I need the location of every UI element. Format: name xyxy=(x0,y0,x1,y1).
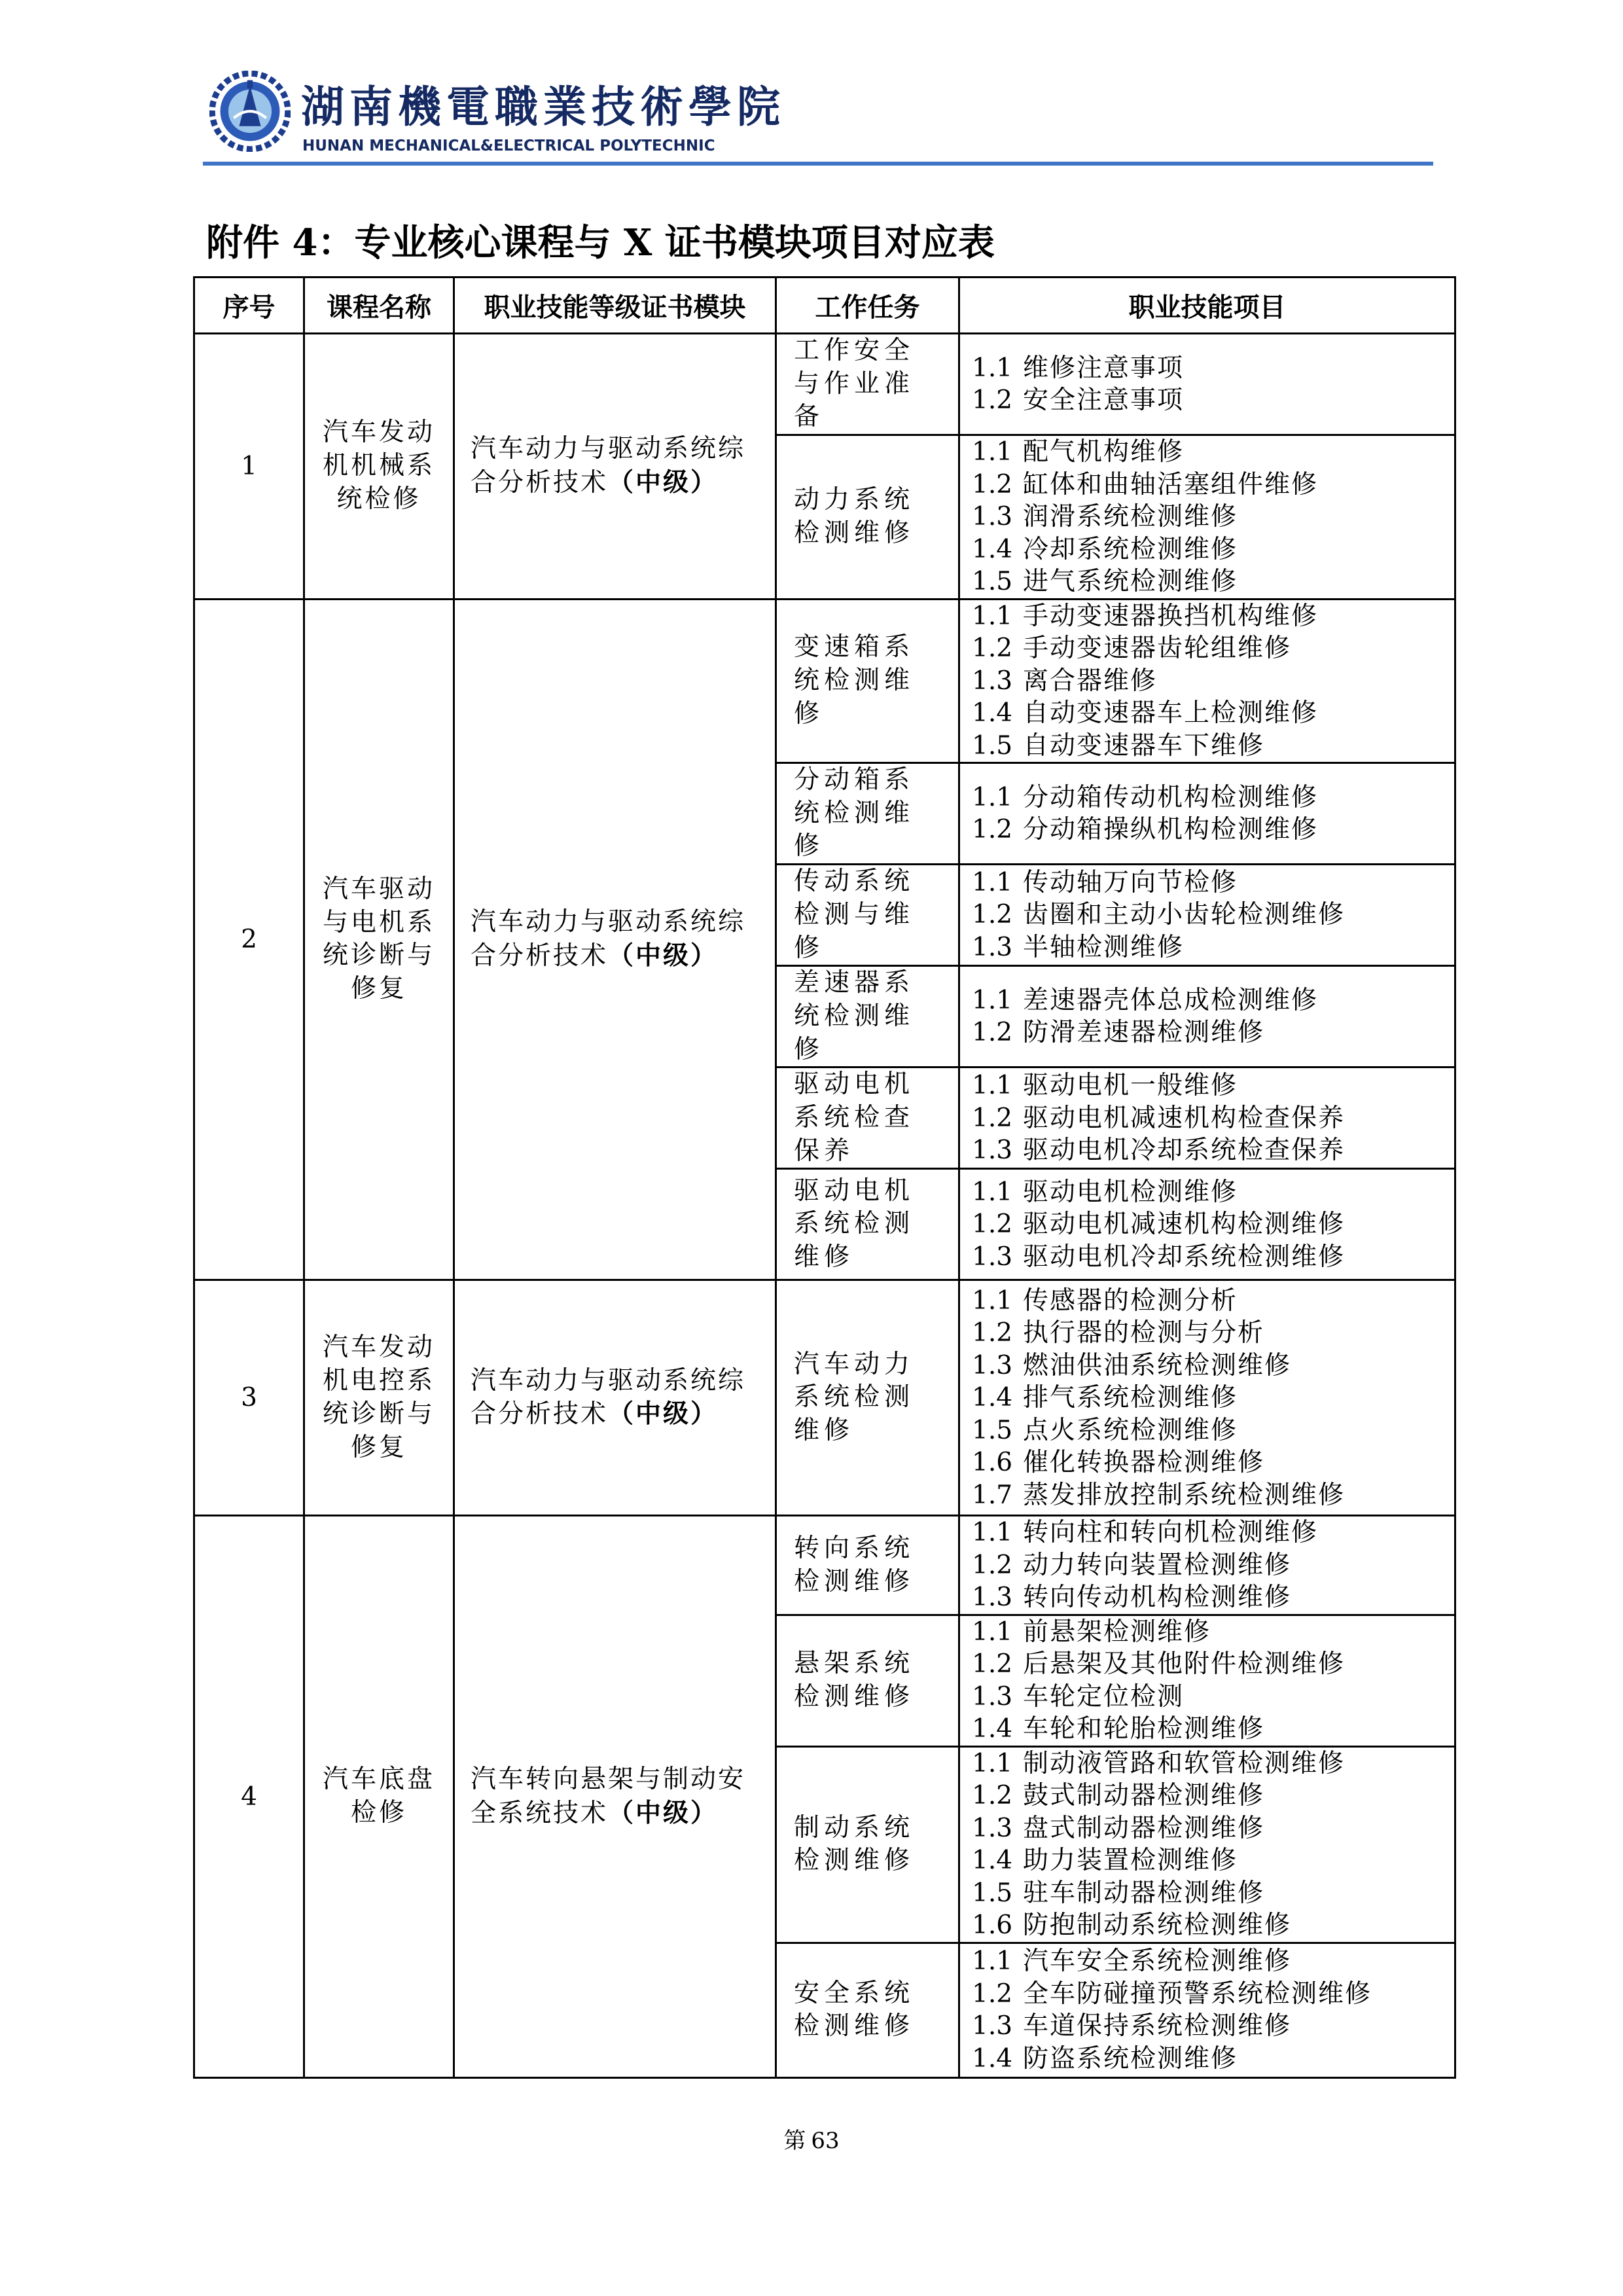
skill-item xyxy=(972,1812,1442,1845)
skill-item-number: 1.2 xyxy=(972,900,1013,930)
cell-skill-items xyxy=(959,966,1455,1067)
cell-skill-items xyxy=(959,435,1455,600)
skill-item-text: 传感器的检测分析 xyxy=(1023,1285,1238,1316)
skill-item-text: 防滑差速器检测维修 xyxy=(1023,1018,1265,1048)
skill-item-text: 汽车安全系统检测维修 xyxy=(1023,1946,1292,1977)
skill-item-text: 鼓式制动器检测维修 xyxy=(1023,1781,1265,1811)
header-no: 序号 xyxy=(194,278,304,334)
cell-module xyxy=(454,599,776,1280)
module-level: （中级） xyxy=(608,1399,719,1429)
skill-item-number: 1.1 xyxy=(972,1285,1013,1316)
module-name: 汽车转向悬架与制动安全系统技术 xyxy=(471,1764,746,1828)
skill-item-text: 车轮和轮胎检测维修 xyxy=(1023,1714,1265,1744)
skill-item-number: 1.3 xyxy=(972,1583,1013,1613)
skill-item-number: 1.1 xyxy=(972,437,1013,467)
skill-item-number: 1.3 xyxy=(972,1242,1013,1272)
skill-item-number: 1.1 xyxy=(972,782,1013,812)
module-level: （中级） xyxy=(608,1797,719,1828)
skill-item xyxy=(972,1382,1442,1414)
skill-item xyxy=(972,1102,1442,1135)
cell-skill-items xyxy=(959,1943,1455,2077)
skill-item-number: 1.4 xyxy=(972,1846,1013,1876)
skill-item xyxy=(972,730,1442,762)
skill-item-number: 1.4 xyxy=(972,534,1013,564)
skill-item-text: 分动箱操纵机构检测维修 xyxy=(1023,815,1319,845)
cell-skill-items xyxy=(959,1615,1455,1746)
cell-skill-items xyxy=(959,1516,1455,1615)
skill-item-text: 自动变速器车下维修 xyxy=(1023,730,1265,761)
cell-task: 驱动电机系统检测维修 xyxy=(776,1169,959,1280)
skill-item-number: 1.5 xyxy=(972,1878,1013,1908)
document-title: 附件 4：专业核心课程与 X 证书模块项目对应表 xyxy=(206,221,995,264)
school-name-en: HUNAN MECHANICAL&ELECTRICAL POLYTECHNIC xyxy=(302,137,715,154)
skill-item-number: 1.2 xyxy=(972,1550,1013,1580)
skill-item xyxy=(972,1549,1442,1582)
module-name: 汽车动力与驱动系统综合分析技术 xyxy=(471,434,746,497)
skill-item-number: 1.3 xyxy=(972,502,1013,532)
page-prefix: 第 xyxy=(783,2128,806,2154)
skill-item xyxy=(972,697,1442,730)
table-row xyxy=(194,334,1455,435)
header-module: 职业技能等级证书模块 xyxy=(454,278,776,334)
skill-item-number: 1.1 xyxy=(972,1617,1013,1647)
skill-item-text: 全车防碰撞预警系统检测维修 xyxy=(1023,1979,1372,2009)
skill-item-number: 1.2 xyxy=(972,386,1013,416)
skill-item xyxy=(972,632,1442,665)
cell-no: 2 xyxy=(194,599,304,1280)
school-logo-icon xyxy=(209,71,291,152)
skill-item-number: 1.2 xyxy=(972,634,1013,664)
table-body xyxy=(194,334,1455,2078)
skill-item-number: 1.2 xyxy=(972,469,1013,499)
skill-item-text: 缸体和曲轴活塞组件维修 xyxy=(1023,469,1319,499)
cell-course: 汽车底盘检修 xyxy=(304,1516,454,2078)
skill-item-number: 1.3 xyxy=(972,1681,1013,1712)
module-level: （中级） xyxy=(608,467,719,497)
skill-item xyxy=(972,1713,1442,1746)
cell-course: 汽车发动机机械系统检修 xyxy=(304,334,454,600)
skill-item-text: 手动变速器齿轮组维修 xyxy=(1023,634,1292,664)
skill-item-number: 1.3 xyxy=(972,2011,1013,2041)
skill-item-text: 蒸发排放控制系统检测维修 xyxy=(1023,1480,1346,1510)
cell-task: 分动箱系统检测维修 xyxy=(776,763,959,865)
course-certificate-table xyxy=(193,276,1456,2079)
skill-item xyxy=(972,2043,1442,2075)
cell-task: 变速箱系统检测维修 xyxy=(776,599,959,763)
cell-task: 驱动电机系统检查保养 xyxy=(776,1067,959,1169)
skill-item-text: 燃油供油系统检测维修 xyxy=(1023,1350,1292,1380)
cell-task: 差速器系统检测维修 xyxy=(776,966,959,1067)
cell-skill-items xyxy=(959,599,1455,763)
skill-item xyxy=(972,867,1442,899)
skill-item-number: 1.1 xyxy=(972,1177,1013,1207)
cell-skill-items xyxy=(959,763,1455,865)
skill-item-number: 1.4 xyxy=(972,1383,1013,1413)
cell-skill-items xyxy=(959,865,1455,966)
skill-item-text: 分动箱传动机构检测维修 xyxy=(1023,782,1319,812)
page-number xyxy=(0,2123,1623,2155)
skill-item-number: 1.5 xyxy=(972,730,1013,761)
cell-no: 1 xyxy=(194,334,304,600)
skill-item-number: 1.4 xyxy=(972,698,1013,728)
skill-item-number: 1.5 xyxy=(972,1415,1013,1445)
skill-item-number: 1.2 xyxy=(972,1649,1013,1679)
skill-item-number: 1.4 xyxy=(972,2043,1013,2073)
skill-item xyxy=(972,1581,1442,1614)
skill-item-text: 配气机构维修 xyxy=(1023,437,1185,467)
skill-item-text: 离合器维修 xyxy=(1023,666,1158,696)
skill-item xyxy=(972,436,1442,469)
skill-item-text: 驱动电机冷却系统检测维修 xyxy=(1023,1242,1346,1272)
skill-item-text: 安全注意事项 xyxy=(1023,386,1185,416)
skill-item xyxy=(972,1016,1442,1049)
skill-item xyxy=(972,1176,1442,1209)
skill-item-text: 进气系统检测维修 xyxy=(1023,567,1238,597)
skill-item-text: 冷却系统检测维修 xyxy=(1023,534,1238,564)
skill-item xyxy=(972,1748,1442,1780)
skill-item-text: 驻车制动器检测维修 xyxy=(1023,1878,1265,1908)
skill-item-text: 转向柱和转向机检测维修 xyxy=(1023,1518,1319,1548)
cell-skill-items xyxy=(959,1067,1455,1169)
table-header-row xyxy=(194,278,1455,334)
skill-item-number: 1.5 xyxy=(972,567,1013,597)
skill-item-text: 助力装置检测维修 xyxy=(1023,1846,1238,1876)
cell-task: 悬架系统检测维修 xyxy=(776,1615,959,1746)
skill-item-number: 1.1 xyxy=(972,1748,1013,1778)
cell-task: 传动系统检测与维修 xyxy=(776,865,959,966)
skill-item-text: 盘式制动器检测维修 xyxy=(1023,1813,1265,1843)
module-name: 汽车动力与驱动系统综合分析技术 xyxy=(471,907,746,971)
cell-no: 4 xyxy=(194,1516,304,2078)
skill-item-text: 驱动电机一般维修 xyxy=(1023,1071,1238,1101)
skill-item-number: 1.3 xyxy=(972,1813,1013,1843)
skill-item-text: 排气系统检测维修 xyxy=(1023,1383,1238,1413)
skill-item-number: 1.1 xyxy=(972,1071,1013,1101)
cell-skill-items xyxy=(959,1746,1455,1943)
skill-item-number: 1.2 xyxy=(972,1781,1013,1811)
cell-task: 工作安全与作业准备 xyxy=(776,334,959,435)
skill-item xyxy=(972,384,1442,417)
skill-item-number: 1.1 xyxy=(972,601,1013,631)
table-row xyxy=(194,599,1455,763)
skill-item-text: 差速器壳体总成检测维修 xyxy=(1023,985,1319,1015)
skill-item-number: 1.1 xyxy=(972,985,1013,1015)
skill-item xyxy=(972,1909,1442,1942)
skill-item xyxy=(972,1844,1442,1877)
skill-item xyxy=(972,1069,1442,1102)
module-name: 汽车动力与驱动系统综合分析技术 xyxy=(471,1365,746,1429)
skill-item-text: 车轮定位检测 xyxy=(1023,1681,1185,1712)
skill-item xyxy=(972,781,1442,814)
skill-item-text: 润滑系统检测维修 xyxy=(1023,502,1238,532)
cell-skill-items xyxy=(959,1280,1455,1516)
skill-item-number: 1.6 xyxy=(972,1448,1013,1478)
skill-item-number: 1.3 xyxy=(972,1136,1013,1166)
skill-item xyxy=(972,814,1442,846)
cell-course: 汽车发动机电控系统诊断与修复 xyxy=(304,1280,454,1516)
skill-item-text: 自动变速器车上检测维修 xyxy=(1023,698,1319,728)
skill-item-number: 1.2 xyxy=(972,1979,1013,2009)
table-row xyxy=(194,1280,1455,1516)
skill-item-number: 1.1 xyxy=(972,867,1013,897)
skill-item xyxy=(972,533,1442,566)
skill-item xyxy=(972,352,1442,385)
skill-item xyxy=(972,1780,1442,1812)
cell-module xyxy=(454,1516,776,2078)
skill-item-number: 1.2 xyxy=(972,1103,1013,1133)
cell-skill-items xyxy=(959,1169,1455,1280)
skill-item xyxy=(972,600,1442,633)
skill-item-text: 驱动电机减速机构检测维修 xyxy=(1023,1210,1346,1240)
skill-item xyxy=(972,1945,1442,1978)
skill-item-text: 执行器的检测与分析 xyxy=(1023,1318,1265,1348)
skill-item-text: 催化转换器检测维修 xyxy=(1023,1448,1265,1478)
skill-item xyxy=(972,1414,1442,1447)
skill-item xyxy=(972,931,1442,964)
skill-item xyxy=(972,1479,1442,1512)
skill-item-number: 1.3 xyxy=(972,1350,1013,1380)
table-row xyxy=(194,1516,1455,1615)
page-number-value: 63 xyxy=(811,2128,840,2154)
skill-item xyxy=(972,1241,1442,1274)
skill-item xyxy=(972,1616,1442,1649)
cell-task: 制动系统检测维修 xyxy=(776,1746,959,1943)
skill-item xyxy=(972,1446,1442,1479)
skill-item-number: 1.2 xyxy=(972,1210,1013,1240)
cell-no: 3 xyxy=(194,1280,304,1516)
skill-item-number: 1.3 xyxy=(972,932,1013,962)
skill-item-text: 驱动电机检测维修 xyxy=(1023,1177,1238,1207)
header-divider xyxy=(203,162,1433,166)
skill-item xyxy=(972,1877,1442,1910)
skill-item-text: 手动变速器换挡机构维修 xyxy=(1023,601,1319,631)
skill-item-number: 1.7 xyxy=(972,1480,1013,1510)
skill-item xyxy=(972,899,1442,931)
module-level: （中级） xyxy=(608,940,719,971)
skill-item xyxy=(972,2010,1442,2043)
skill-item-number: 1.1 xyxy=(972,1518,1013,1548)
skill-item xyxy=(972,1516,1442,1549)
school-name: 湖南機電職業技術學院 xyxy=(301,81,785,132)
skill-item-number: 1.3 xyxy=(972,666,1013,696)
skill-item-text: 防抱制动系统检测维修 xyxy=(1023,1910,1292,1941)
skill-item xyxy=(972,1134,1442,1167)
skill-item xyxy=(972,1681,1442,1713)
skill-item-text: 转向传动机构检测维修 xyxy=(1023,1583,1292,1613)
skill-item-number: 1.6 xyxy=(972,1910,1013,1941)
skill-item-number: 1.1 xyxy=(972,1946,1013,1977)
header-course: 课程名称 xyxy=(304,278,454,334)
skill-item-text: 驱动电机减速机构检查保养 xyxy=(1023,1103,1346,1133)
cell-task: 安全系统检测维修 xyxy=(776,1943,959,2077)
cell-task: 动力系统检测维修 xyxy=(776,435,959,600)
skill-item-number: 1.2 xyxy=(972,815,1013,845)
skill-item-text: 半轴检测维修 xyxy=(1023,932,1185,962)
cell-module xyxy=(454,334,776,600)
skill-item xyxy=(972,1208,1442,1241)
skill-item xyxy=(972,565,1442,598)
skill-item xyxy=(972,1317,1442,1350)
header-items: 职业技能项目 xyxy=(959,278,1455,334)
skill-item-text: 点火系统检测维修 xyxy=(1023,1415,1238,1445)
header-task: 工作任务 xyxy=(776,278,959,334)
skill-item xyxy=(972,501,1442,533)
skill-item-text: 动力转向装置检测维修 xyxy=(1023,1550,1292,1580)
skill-item-text: 齿圈和主动小齿轮检测维修 xyxy=(1023,900,1346,930)
skill-item xyxy=(972,1350,1442,1382)
skill-item-number: 1.2 xyxy=(972,1018,1013,1048)
skill-item xyxy=(972,469,1442,501)
skill-item xyxy=(972,1978,1442,2011)
skill-item-text: 驱动电机冷却系统检查保养 xyxy=(1023,1136,1346,1166)
cell-skill-items xyxy=(959,334,1455,435)
cell-module xyxy=(454,1280,776,1516)
skill-item xyxy=(972,1648,1442,1681)
cell-course: 汽车驱动与电机系统诊断与修复 xyxy=(304,599,454,1280)
cell-task: 转向系统检测维修 xyxy=(776,1516,959,1615)
skill-item-text: 传动轴万向节检修 xyxy=(1023,867,1238,897)
skill-item-text: 前悬架检测维修 xyxy=(1023,1617,1211,1647)
skill-item-text: 维修注意事项 xyxy=(1023,353,1185,383)
skill-item-number: 1.1 xyxy=(972,353,1013,383)
page-header xyxy=(196,52,1427,170)
skill-item xyxy=(972,984,1442,1017)
skill-item xyxy=(972,1285,1442,1318)
skill-item-text: 后悬架及其他附件检测维修 xyxy=(1023,1649,1346,1679)
skill-item-text: 制动液管路和软管检测维修 xyxy=(1023,1748,1346,1778)
skill-item-text: 车道保持系统检测维修 xyxy=(1023,2011,1292,2041)
skill-item xyxy=(972,665,1442,698)
cell-task: 汽车动力系统检测维修 xyxy=(776,1280,959,1516)
skill-item-number: 1.4 xyxy=(972,1714,1013,1744)
skill-item-number: 1.2 xyxy=(972,1318,1013,1348)
skill-item-text: 防盗系统检测维修 xyxy=(1023,2043,1238,2073)
